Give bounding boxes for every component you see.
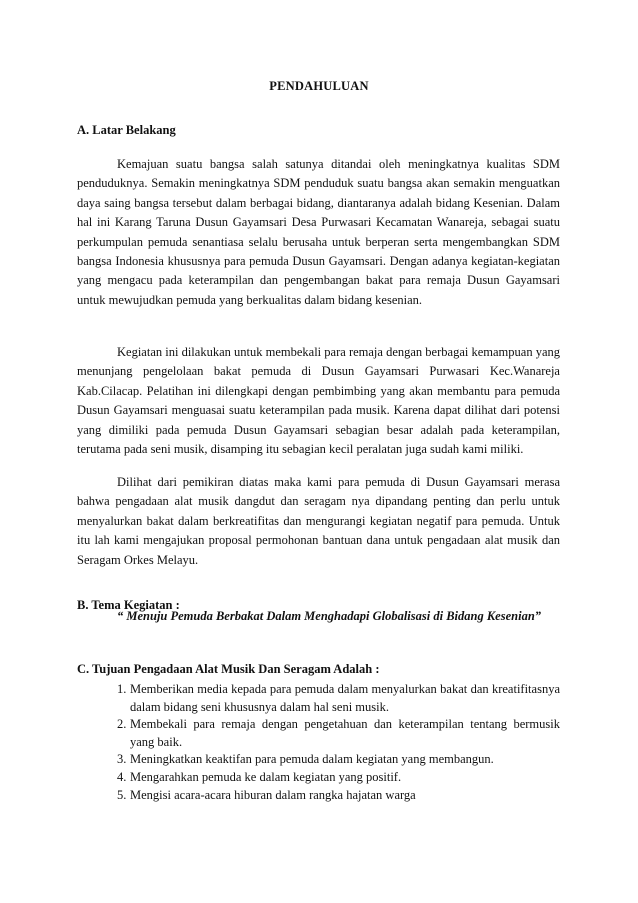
document-title: PENDAHULUAN <box>269 79 369 93</box>
goal-item-5: 5. Mengisi acara-acara hiburan dalam rangka hajatan warga <box>117 787 416 802</box>
section-a-heading: A. Latar Belakang <box>77 123 176 137</box>
goal-item-4: 4. Mengarahkan pemuda ke dalam kegiatan yang positif. <box>117 769 402 784</box>
goals-list <box>117 681 560 804</box>
section-b-heading: B. Tema Kegiatan : <box>77 598 180 612</box>
activity-theme: “ Menuju Pemuda Berbakat Dalam Menghadapi Globalisasi di Bidang Kesenian” <box>117 609 542 623</box>
section-a-paragraph-1: Kemajuan suatu bangsa salah satunya ditandai oleh meningkatnya kualitas SDM penduduknya. Semakin meningkatnya SDM penduduk suatu bangsa akan semakin menguatkan daya saing bangsa tersebut dalam berbagai bidang, diantaranya adalah bidang Kesenian. Dalam hal ini Karang Taruna Dusun Gayamsari Desa Purwasari Kecamatan Wanareja, sebagai suatu perkumpulan pemuda senantiasa selalu berusaha untuk berperan serta mengembangkan SDM bangsa Indonesia khususnya para pemuda Dusun Gayamsari. Dengan adanya kegiatan-kegiatan yang mengacu pada keterampilan dan pengembangan bakat para remaja Dusun Gayamsari untuk mewujudkan pemuda yang berkualitas dalam bidang kesenian. <box>77 157 560 307</box>
goal-item-3: 3. Meningkatkan keaktifan para pemuda dalam kegiatan yang membangun. <box>117 752 494 767</box>
goal-item-1: 1. Memberikan media kepada para pemuda dalam menyalurkan bakat dan kreatifitasnya dalam bidang seni khususnya dalam hal seni musik. <box>117 682 560 714</box>
section-a-paragraph-2: Kegiatan ini dilakukan untuk membekali para remaja dengan berbagai kemampuan yang menunjang pengelolaan bakat pemuda di Dusun Gayamsari Purwasari Kec.Wanareja Kab.Cilacap. Pelatihan ini dilengkapi dengan pembimbing yang akan membantu para pemuda Dusun Gayamsari menguasai suatu keterampilan pada musik. Karena dapat dilihat dari potensi yang dimiliki pada pemuda Dusun Gayamsari sebagian besar adalah pada keterampilan, terutama pada seni musik, disamping itu sebagian kecil peralatan juga sudah kami miliki. <box>77 345 560 457</box>
goal-item-2: 2. Membekali para remaja dengan pengetahuan dan keterampilan tentang bermusik yang baik. <box>117 717 560 749</box>
section-c-heading: C. Tujuan Pengadaan Alat Musik Dan Seragam Adalah : <box>77 662 380 676</box>
section-a-paragraph-3: Dilihat dari pemikiran diatas maka kami para pemuda di Dusun Gayamsari merasa bahwa pengadaan alat musik dangdut dan seragam nya dipandang penting dan perlu untuk menyalurkan bakat dalam berkreatifitas dan mengurangi kegiatan negatif para pemuda. Untuk itu lah kami mengajukan proposal permohonan bantuan dana untuk pengadaan alat musik dan Seragam Orkes Melayu. <box>77 475 560 567</box>
